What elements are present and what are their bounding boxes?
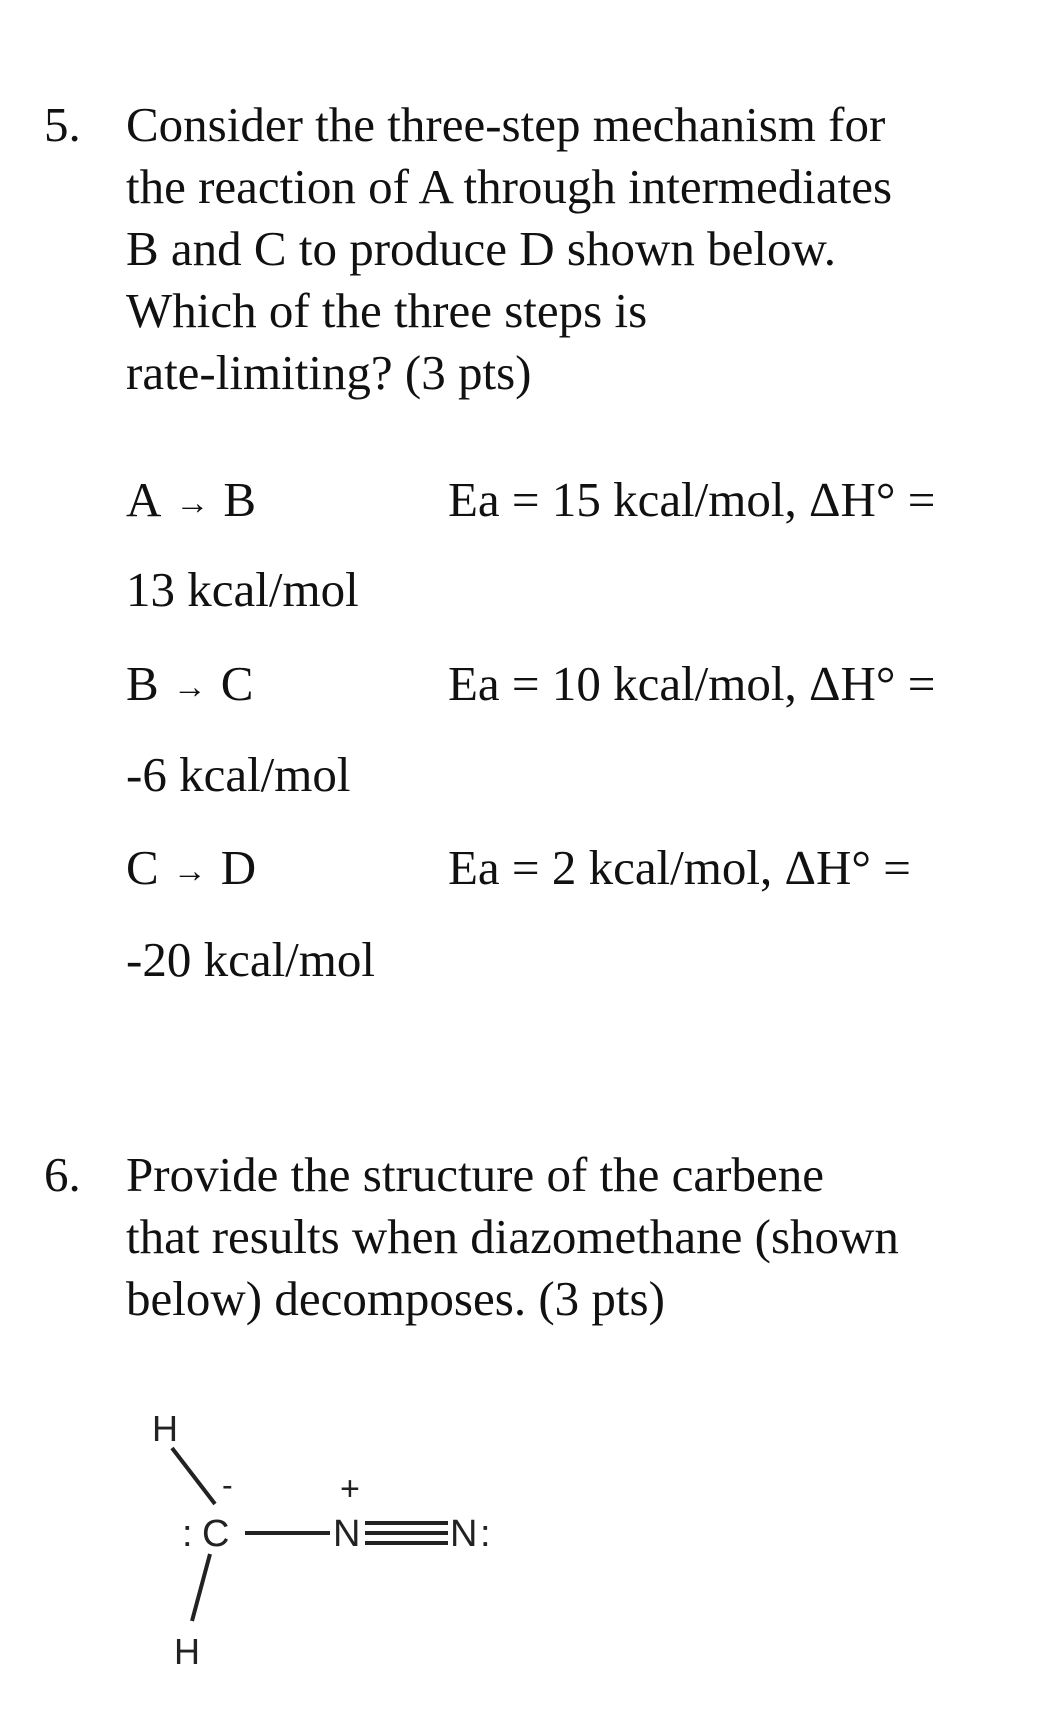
question-line: below) decomposes. (3 pts) xyxy=(126,1271,665,1326)
question-line: the reaction of A through intermediates xyxy=(126,159,893,214)
reaction-arrow: → xyxy=(175,485,210,522)
question-line: Provide the structure of the carbene xyxy=(126,1147,824,1202)
product: B xyxy=(223,472,257,527)
step-3-reaction xyxy=(126,838,256,904)
question-line: rate-limiting? (3 pts) xyxy=(126,345,532,400)
product: D xyxy=(220,840,257,895)
atom-h-top: H xyxy=(152,1408,178,1449)
bond-h-top xyxy=(172,1448,215,1504)
question-line: Which of the three steps is xyxy=(126,283,648,338)
step-2-reaction xyxy=(126,654,253,720)
atom-h-bottom: H xyxy=(174,1631,200,1672)
reactant: B xyxy=(126,656,159,711)
charge-minus: - xyxy=(222,1467,233,1503)
question-line: B and C to produce D shown below. xyxy=(126,221,836,276)
atom-nitrogen-2: N xyxy=(450,1513,478,1555)
lone-pair-n: : xyxy=(480,1513,491,1555)
question-text xyxy=(126,1144,1026,1330)
product: C xyxy=(220,656,254,711)
question-number: 6. xyxy=(44,1147,81,1202)
charge-plus: + xyxy=(340,1470,360,1508)
reaction-arrow: → xyxy=(172,853,207,890)
diazomethane-structure xyxy=(130,1396,570,1716)
question-line: that results when diazomethane (shown xyxy=(126,1209,899,1264)
step-2-energy: Ea = 10 kcal/mol, ΔH° = xyxy=(448,656,936,711)
reaction-arrow: → xyxy=(172,669,207,706)
step-3-energy: Ea = 2 kcal/mol, ΔH° = xyxy=(448,840,911,895)
step-2-enthalpy: -6 kcal/mol xyxy=(126,747,351,802)
bond-h-bottom xyxy=(192,1554,210,1621)
question-text xyxy=(126,94,1026,404)
reactant: A xyxy=(126,472,162,527)
question-number: 5. xyxy=(44,97,81,152)
step-1-energy: Ea = 15 kcal/mol, ΔH° = xyxy=(448,472,936,527)
lone-pair-c: : xyxy=(182,1513,193,1555)
atom-carbon: C xyxy=(202,1513,230,1555)
step-3-enthalpy: -20 kcal/mol xyxy=(126,932,376,987)
step-1-enthalpy: 13 kcal/mol xyxy=(126,562,359,617)
question-line: Consider the three-step mechanism for xyxy=(126,97,886,152)
reactant: C xyxy=(126,840,159,895)
step-1-reaction xyxy=(126,470,256,536)
atom-nitrogen-1: N xyxy=(333,1513,361,1555)
